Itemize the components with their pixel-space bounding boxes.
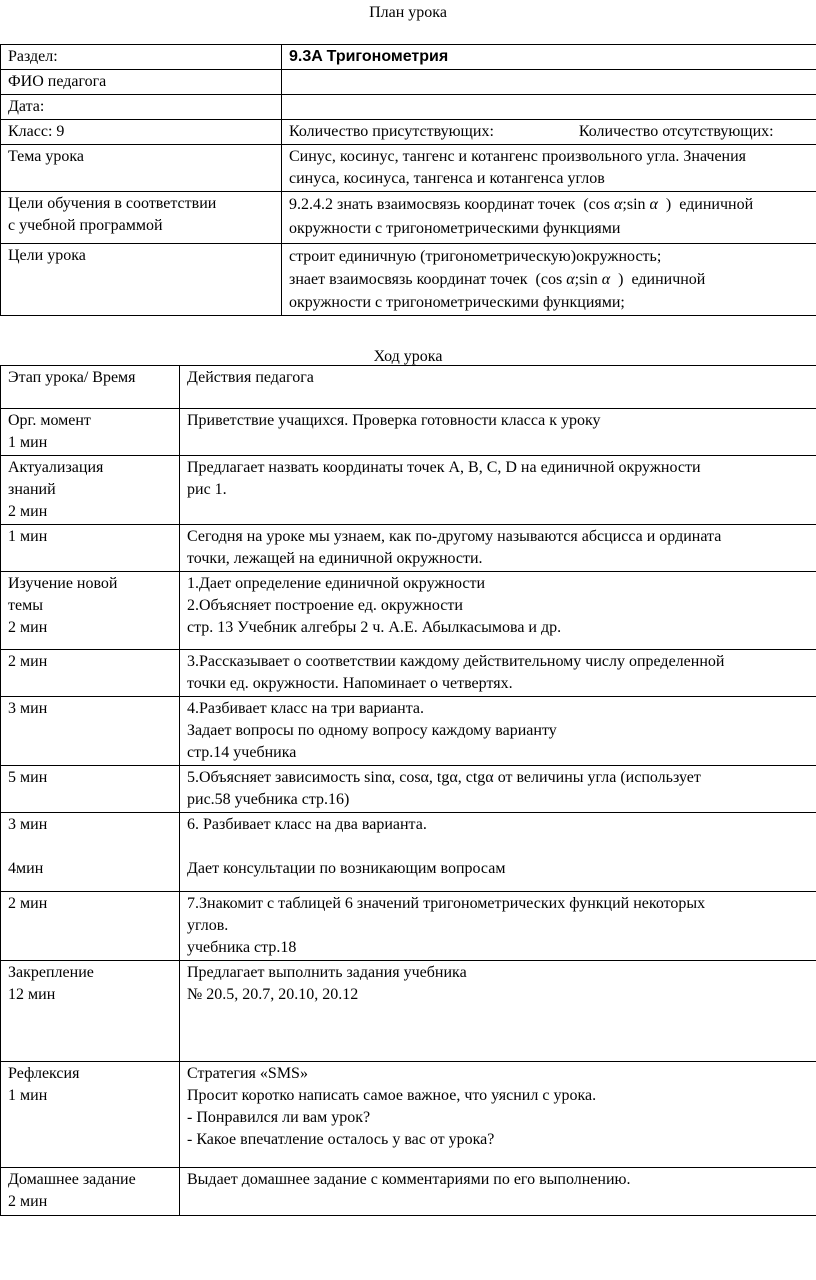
stage-cell — [1, 766, 180, 813]
actions-cell — [180, 961, 816, 1062]
course-row — [1, 456, 816, 525]
actions-cell — [180, 456, 816, 525]
course-row — [1, 409, 816, 456]
stage-cell — [1, 1168, 180, 1216]
lesson-course-table — [0, 365, 816, 1216]
topic-label: Тема урока — [1, 145, 282, 192]
stage-line: 1 мин — [8, 434, 48, 451]
stage-cell — [1, 650, 180, 697]
stage-line: 3 мин — [8, 816, 48, 833]
stage-line: 4мин — [8, 860, 44, 877]
action-line: 3.Рассказывает о соответствии каждому действительному числу определенной — [187, 653, 725, 670]
action-line: точки ед. окружности. Напоминает о четвертях. — [187, 675, 513, 692]
action-line: стр.14 учебника — [187, 744, 297, 761]
action-line: Просит коротко написать самое важное, что уяснил с урока. — [187, 1087, 597, 1104]
stage-cell — [1, 961, 180, 1062]
action-line — [187, 836, 816, 858]
teacher-value — [282, 70, 816, 95]
course-row — [1, 961, 816, 1062]
stage-line: Рефлексия — [8, 1065, 80, 1082]
stage-line: Закрепление — [8, 964, 94, 981]
action-line: стр. 13 Учебник алгебры 2 ч. А.Е. Абылкасымова и др. — [187, 619, 562, 636]
action-line: Стратегия «SMS» — [187, 1065, 308, 1082]
actions-cell — [180, 766, 816, 813]
stage-cell — [1, 697, 180, 766]
stage-cell — [1, 1062, 180, 1168]
objectives-text: 9.2.4.2 знать взаимосвязь координат точек — [289, 196, 576, 213]
actions-cell — [180, 650, 816, 697]
formula: (cos α;sin α ) — [535, 271, 624, 288]
section-label: Раздел: — [1, 45, 282, 70]
action-line: 6. Разбивает класс на два варианта. — [187, 816, 427, 833]
goals-label: Цели урока — [1, 244, 282, 316]
stage-line: 5 мин — [8, 769, 48, 786]
action-line: № 20.5, 20.7, 20.10, 20.12 — [187, 986, 359, 1003]
stage-line: Домашнее задание — [8, 1171, 136, 1188]
stage-cell — [1, 892, 180, 961]
teacher-label: ФИО педагога — [1, 70, 282, 95]
class-label: Класс: 9 — [1, 120, 282, 145]
action-line: Предлагает выполнить задания учебника — [187, 964, 467, 981]
action-line: Предлагает назвать координаты точек A, B, C, D на единичной окружности — [187, 459, 701, 476]
stage-line: 12 мин — [8, 986, 56, 1003]
action-line: рис 1. — [187, 481, 227, 498]
course-row — [1, 525, 816, 572]
header-actions: Действия педагога — [180, 366, 816, 409]
action-line: точки, лежащей на единичной окружности. — [187, 550, 483, 567]
header-stage: Этап урока/ Время — [1, 366, 180, 409]
date-label: Дата: — [1, 95, 282, 120]
course-row — [1, 697, 816, 766]
course-row — [1, 813, 816, 892]
actions-cell — [180, 697, 816, 766]
objectives-line: окружности с тригонометрическими функциями — [289, 220, 621, 237]
stage-line: знаний — [8, 481, 56, 498]
stage-line: 2 мин — [8, 503, 48, 520]
course-row — [1, 1062, 816, 1168]
goals-text: единичной — [631, 271, 706, 288]
stage-cell — [1, 456, 180, 525]
actions-cell — [180, 525, 816, 572]
stage-line: 2 мин — [8, 895, 48, 912]
stage-line — [8, 836, 174, 858]
action-line: - Какое впечатление осталось у вас от урока? — [187, 1131, 495, 1148]
lesson-info-table — [0, 44, 816, 316]
stage-line: Орг. момент — [8, 412, 91, 429]
page-title: План урока — [369, 4, 447, 21]
absent-label: Количество отсутствующих: — [578, 123, 774, 140]
action-line: Выдает домашнее задание с комментариями по его выполнению. — [187, 1171, 631, 1188]
goals-value — [282, 244, 816, 316]
objectives-text: единичной — [679, 196, 754, 213]
stage-cell — [1, 409, 180, 456]
stage-line: 2 мин — [8, 619, 48, 636]
action-line: 4.Разбивает класс на три варианта. — [187, 700, 424, 717]
stage-line: Актуализация — [8, 459, 104, 476]
objectives-label-line: с учебной программой — [8, 217, 163, 234]
stage-cell — [1, 525, 180, 572]
goals-line: строит единичную (тригонометрическую)окружность; — [289, 248, 662, 265]
action-line: 1.Дает определение единичной окружности — [187, 575, 486, 592]
section-value: 9.3A Тригонометрия — [282, 45, 816, 70]
actions-cell — [180, 409, 816, 456]
stage-cell — [1, 572, 180, 650]
action-line: углов. — [187, 917, 229, 934]
action-line: Задает вопросы по одному вопросу каждому варианту — [187, 722, 557, 739]
goals-text: знает взаимосвязь координат точек — [289, 271, 528, 288]
actions-cell — [180, 572, 816, 650]
action-line: 7.Знакомит с таблицей 6 значений тригонометрических функций некоторых — [187, 895, 706, 912]
actions-cell — [180, 1062, 816, 1168]
stage-line: 1 мин — [8, 1087, 48, 1104]
action-line: 5.Объясняет зависимость sinα, cosα, tgα, ctgα от величины угла (использует — [187, 769, 701, 786]
topic-value — [282, 145, 816, 192]
stage-line: 2 мин — [8, 653, 48, 670]
stage-line: Изучение новой — [8, 575, 118, 592]
attendance-cell — [282, 120, 816, 145]
topic-line: Синус, косинус, тангенс и котангенс произвольного угла. Значения — [289, 148, 747, 165]
course-row — [1, 650, 816, 697]
actions-cell — [180, 1168, 816, 1216]
actions-cell — [180, 892, 816, 961]
present-label: Количество присутствующих: — [289, 123, 494, 140]
action-line: рис.58 учебника стр.16) — [187, 791, 350, 808]
course-row — [1, 766, 816, 813]
stage-line: 1 мин — [8, 528, 48, 545]
stage-line: темы — [8, 597, 43, 614]
course-row — [1, 892, 816, 961]
action-line: учебника стр.18 — [187, 939, 297, 956]
goals-line: окружности с тригонометрическими функциями; — [289, 294, 625, 311]
formula: (cos α;sin α ) — [583, 196, 672, 213]
stage-cell — [1, 813, 180, 892]
date-value — [282, 95, 816, 120]
stage-line: 2 мин — [8, 1193, 48, 1210]
course-row — [1, 572, 816, 650]
stage-line: 3 мин — [8, 700, 48, 717]
objectives-label — [1, 192, 282, 244]
action-line: 2.Объясняет построение ед. окружности — [187, 597, 463, 614]
course-title: Ход урока — [373, 348, 443, 365]
action-line: - Понравился ли вам урок? — [187, 1109, 371, 1126]
action-line: Сегодня на уроке мы узнаем, как по-другому называются абсцисса и ордината — [187, 528, 722, 545]
action-line: Приветствие учащихся. Проверка готовности класса к уроку — [187, 412, 601, 429]
topic-line: синуса, косинуса, тангенса и котангенса углов — [289, 170, 605, 187]
objectives-value — [282, 192, 816, 244]
actions-cell — [180, 813, 816, 892]
objectives-label-line: Цели обучения в соответствии — [8, 195, 217, 212]
action-line: Дает консультации по возникающим вопросам — [187, 860, 506, 877]
course-row — [1, 1168, 816, 1216]
